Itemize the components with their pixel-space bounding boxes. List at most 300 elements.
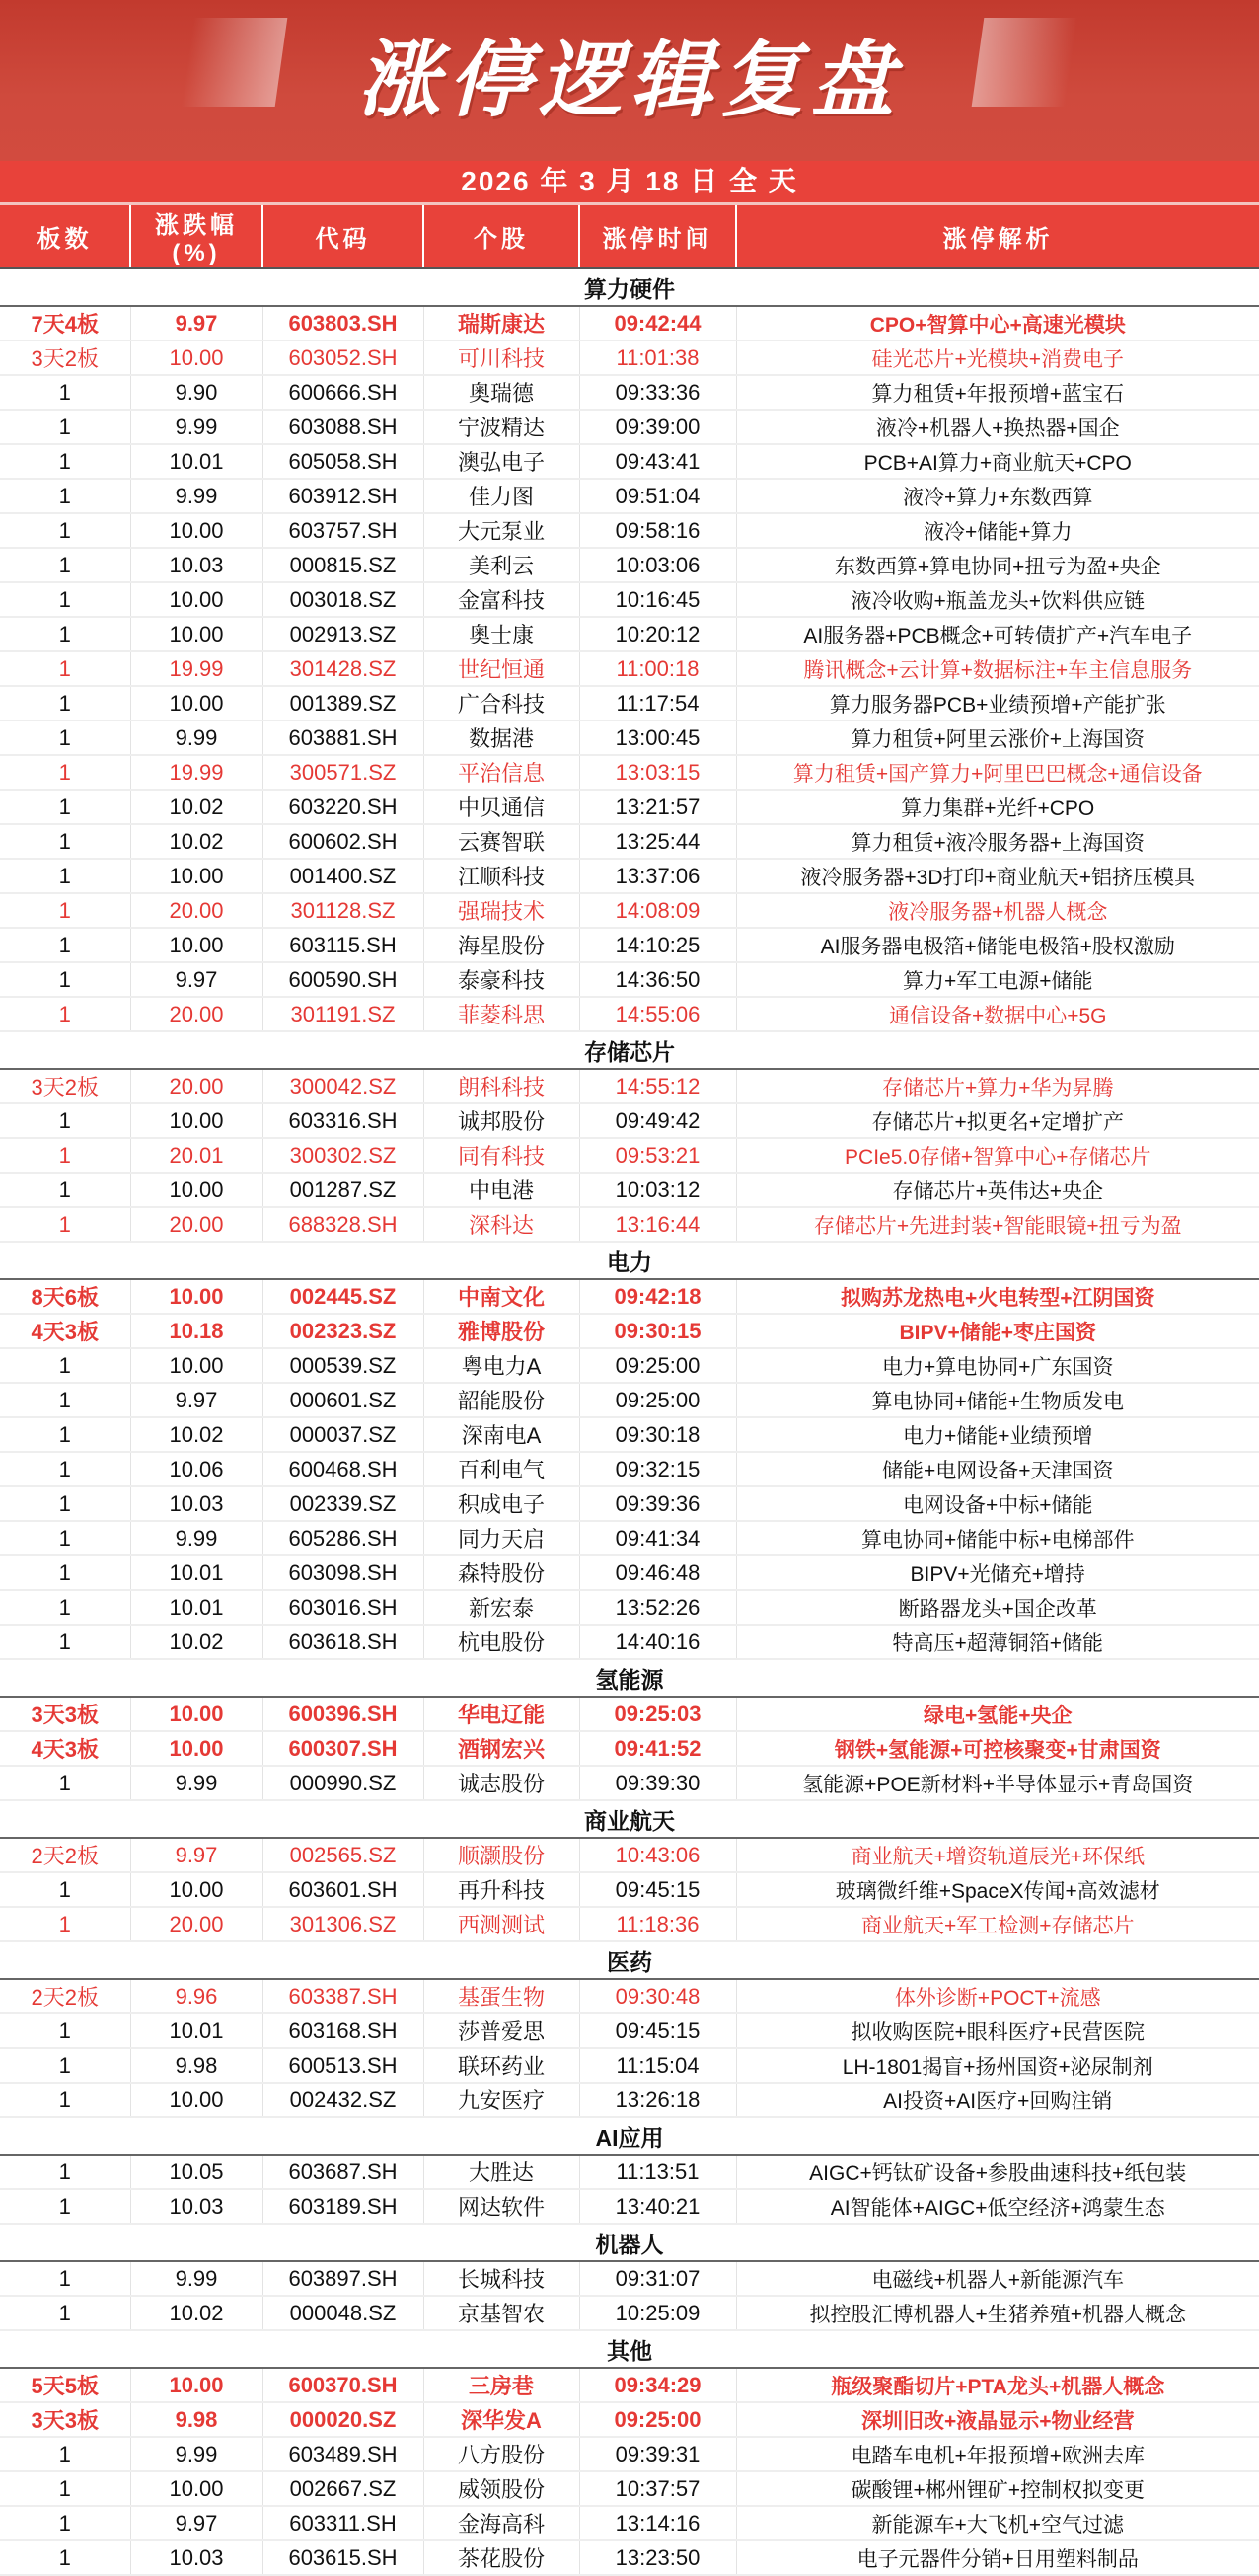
table-row	[0, 444, 1259, 479]
table-row	[0, 2402, 1259, 2437]
cell-change-pct: 9.99	[130, 1766, 262, 1800]
cell-boards: 3天2板	[0, 1069, 130, 1103]
table-row	[0, 375, 1259, 410]
cell-stock-name: 金富科技	[423, 582, 579, 617]
cell-stock-name: 粤电力A	[423, 1348, 579, 1383]
cell-stock-name: 诚邦股份	[423, 1103, 579, 1138]
cell-boards: 1	[0, 1348, 130, 1383]
cell-analysis: 电子元器件分销+日用塑料制品	[736, 2540, 1259, 2575]
section-header	[0, 2330, 1259, 2368]
cell-stock-name: 联环药业	[423, 2048, 579, 2083]
cell-boards: 1	[0, 1173, 130, 1207]
cell-code: 603601.SH	[262, 1872, 423, 1907]
table-row	[0, 962, 1259, 997]
table-row	[0, 1731, 1259, 1766]
cell-code: 600370.SH	[262, 2368, 423, 2402]
cell-analysis: 体外诊断+POCT+流感	[736, 1979, 1259, 2013]
cell-stock-name: 大元泵业	[423, 513, 579, 548]
cell-stock-name: 再升科技	[423, 1872, 579, 1907]
cell-limit-time: 10:25:09	[579, 2296, 736, 2330]
cell-limit-time: 09:33:36	[579, 375, 736, 410]
cell-stock-name: 泰豪科技	[423, 962, 579, 997]
table-row	[0, 997, 1259, 1031]
cell-limit-time: 14:08:09	[579, 893, 736, 928]
cell-code: 603189.SH	[262, 2189, 423, 2224]
cell-code: 605058.SH	[262, 444, 423, 479]
cell-stock-name: 杭电股份	[423, 1625, 579, 1659]
table-row	[0, 1590, 1259, 1625]
table-row	[0, 1872, 1259, 1907]
cell-boards: 1	[0, 1207, 130, 1242]
cell-limit-time: 13:52:26	[579, 1590, 736, 1625]
cell-analysis: AI智能体+AIGC+低空经济+鸿蒙生态	[736, 2189, 1259, 2224]
cell-stock-name: 云赛智联	[423, 824, 579, 859]
cell-limit-time: 10:16:45	[579, 582, 736, 617]
cell-limit-time: 10:37:57	[579, 2471, 736, 2506]
cell-limit-time: 09:42:18	[579, 1279, 736, 1314]
cell-change-pct: 20.00	[130, 893, 262, 928]
cell-analysis: 拟购苏龙热电+火电转型+江阴国资	[736, 1279, 1259, 1314]
cell-stock-name: 世纪恒通	[423, 651, 579, 686]
cell-limit-time: 09:41:34	[579, 1521, 736, 1555]
cell-boards: 1	[0, 790, 130, 824]
cell-boards: 8天6板	[0, 1279, 130, 1314]
cell-code: 600396.SH	[262, 1697, 423, 1731]
cell-code: 603311.SH	[262, 2506, 423, 2540]
cell-limit-time: 09:25:00	[579, 2402, 736, 2437]
cell-stock-name: 三房巷	[423, 2368, 579, 2402]
cell-limit-time: 13:03:15	[579, 755, 736, 790]
cell-boards: 1	[0, 2471, 130, 2506]
cell-change-pct: 10.02	[130, 1625, 262, 1659]
cell-code: 605286.SH	[262, 1521, 423, 1555]
cell-boards: 2天2板	[0, 1979, 130, 2013]
table-row	[0, 479, 1259, 513]
cell-code: 603489.SH	[262, 2437, 423, 2471]
cell-code: 002667.SZ	[262, 2471, 423, 2506]
cell-code: 001400.SZ	[262, 859, 423, 893]
cell-limit-time: 10:20:12	[579, 617, 736, 651]
cell-stock-name: 森特股份	[423, 1555, 579, 1590]
cell-analysis: 存储芯片+先进封装+智能眼镜+扭亏为盈	[736, 1207, 1259, 1242]
cell-change-pct: 10.00	[130, 1697, 262, 1731]
cell-limit-time: 11:13:51	[579, 2155, 736, 2189]
cell-analysis: 液冷收购+瓶盖龙头+饮料供应链	[736, 582, 1259, 617]
cell-analysis: 储能+电网设备+天津国资	[736, 1452, 1259, 1486]
cell-boards: 1	[0, 2083, 130, 2117]
cell-code: 000037.SZ	[262, 1417, 423, 1452]
cell-stock-name: 同有科技	[423, 1138, 579, 1173]
cell-change-pct: 9.98	[130, 2402, 262, 2437]
cell-stock-name: 可川科技	[423, 341, 579, 375]
cell-change-pct: 10.00	[130, 2083, 262, 2117]
cell-analysis: 算力集群+光纤+CPO	[736, 790, 1259, 824]
cell-analysis: 液冷服务器+机器人概念	[736, 893, 1259, 928]
cell-analysis: 拟控股汇博机器人+生猪养殖+机器人概念	[736, 2296, 1259, 2330]
cell-change-pct: 10.00	[130, 1872, 262, 1907]
cell-change-pct: 9.96	[130, 1979, 262, 2013]
table-row	[0, 1069, 1259, 1103]
table-row	[0, 2189, 1259, 2224]
cell-analysis: 通信设备+数据中心+5G	[736, 997, 1259, 1031]
cell-change-pct: 9.99	[130, 410, 262, 444]
table-row	[0, 651, 1259, 686]
table-row	[0, 790, 1259, 824]
cell-boards: 3天2板	[0, 341, 130, 375]
cell-stock-name: 深南电A	[423, 1417, 579, 1452]
cell-code: 600468.SH	[262, 1452, 423, 1486]
table-row	[0, 548, 1259, 582]
cell-limit-time: 11:01:38	[579, 341, 736, 375]
table-row	[0, 2540, 1259, 2575]
page-title: 涨停逻辑复盘	[356, 34, 902, 126]
cell-change-pct: 9.99	[130, 479, 262, 513]
cell-change-pct: 10.01	[130, 444, 262, 479]
cell-stock-name: 长城科技	[423, 2261, 579, 2296]
section-title: 其他	[0, 2330, 1259, 2368]
section-title: 医药	[0, 1941, 1259, 1979]
cell-boards: 3天3板	[0, 2402, 130, 2437]
section-header	[0, 1800, 1259, 1838]
cell-code: 603912.SH	[262, 479, 423, 513]
section-header	[0, 268, 1259, 306]
cell-analysis: 算力租赁+国产算力+阿里巴巴概念+通信设备	[736, 755, 1259, 790]
table-row	[0, 513, 1259, 548]
cell-code: 300302.SZ	[262, 1138, 423, 1173]
cell-boards: 1	[0, 893, 130, 928]
cell-analysis: 存储芯片+算力+华为昇腾	[736, 1069, 1259, 1103]
cell-limit-time: 10:43:06	[579, 1838, 736, 1872]
section-title: 算力硬件	[0, 268, 1259, 306]
cell-boards: 1	[0, 859, 130, 893]
table-row	[0, 2506, 1259, 2540]
cell-code: 000020.SZ	[262, 2402, 423, 2437]
cell-change-pct: 10.00	[130, 2368, 262, 2402]
cell-code: 603316.SH	[262, 1103, 423, 1138]
cell-change-pct: 10.02	[130, 824, 262, 859]
cell-stock-name: 瑞斯康达	[423, 306, 579, 341]
cell-boards: 2天2板	[0, 1838, 130, 1872]
table-row	[0, 617, 1259, 651]
cell-stock-name: 深华发A	[423, 2402, 579, 2437]
cell-boards: 1	[0, 1907, 130, 1941]
cell-limit-time: 11:18:36	[579, 1907, 736, 1941]
cell-limit-time: 09:49:42	[579, 1103, 736, 1138]
cell-limit-time: 09:25:00	[579, 1383, 736, 1417]
title-banner	[0, 0, 1259, 161]
cell-boards: 1	[0, 582, 130, 617]
cell-stock-name: 数据港	[423, 720, 579, 755]
cell-stock-name: 威领股份	[423, 2471, 579, 2506]
header-analysis: 涨停解析	[736, 205, 1259, 268]
cell-limit-time: 09:31:07	[579, 2261, 736, 2296]
cell-code: 603115.SH	[262, 928, 423, 962]
limit-up-table	[0, 205, 1259, 2576]
cell-limit-time: 13:37:06	[579, 859, 736, 893]
table-row	[0, 1452, 1259, 1486]
cell-stock-name: 新宏泰	[423, 1590, 579, 1625]
section-title: 氢能源	[0, 1659, 1259, 1697]
cell-analysis: 深圳旧改+液晶显示+物业经营	[736, 2402, 1259, 2437]
cell-limit-time: 13:16:44	[579, 1207, 736, 1242]
cell-boards: 1	[0, 962, 130, 997]
cell-boards: 1	[0, 1872, 130, 1907]
table-row	[0, 1207, 1259, 1242]
section-title: 电力	[0, 1242, 1259, 1279]
cell-change-pct: 10.00	[130, 582, 262, 617]
cell-code: 301128.SZ	[262, 893, 423, 928]
cell-change-pct: 9.98	[130, 2048, 262, 2083]
cell-code: 002565.SZ	[262, 1838, 423, 1872]
cell-limit-time: 13:21:57	[579, 790, 736, 824]
cell-boards: 4天3板	[0, 1731, 130, 1766]
table-row	[0, 2261, 1259, 2296]
table-row	[0, 2296, 1259, 2330]
cell-code: 603687.SH	[262, 2155, 423, 2189]
cell-stock-name: 百利电气	[423, 1452, 579, 1486]
cell-change-pct: 9.97	[130, 1383, 262, 1417]
table-row	[0, 2155, 1259, 2189]
cell-boards: 1	[0, 2540, 130, 2575]
cell-change-pct: 10.01	[130, 1590, 262, 1625]
cell-change-pct: 9.99	[130, 2261, 262, 2296]
cell-code: 603016.SH	[262, 1590, 423, 1625]
section-header	[0, 2224, 1259, 2261]
cell-analysis: BIPV+光储充+增持	[736, 1555, 1259, 1590]
cell-code: 603757.SH	[262, 513, 423, 548]
cell-analysis: 电网设备+中标+储能	[736, 1486, 1259, 1521]
cell-code: 301428.SZ	[262, 651, 423, 686]
section-header	[0, 2117, 1259, 2155]
cell-change-pct: 10.01	[130, 1555, 262, 1590]
cell-stock-name: 雅博股份	[423, 1314, 579, 1348]
cell-stock-name: 中南文化	[423, 1279, 579, 1314]
cell-stock-name: 佳力图	[423, 479, 579, 513]
cell-change-pct: 10.00	[130, 617, 262, 651]
table-row	[0, 1907, 1259, 1941]
cell-boards: 5天5板	[0, 2368, 130, 2402]
cell-analysis: 新能源车+大飞机+空气过滤	[736, 2506, 1259, 2540]
cell-limit-time: 14:36:50	[579, 962, 736, 997]
cell-boards: 1	[0, 651, 130, 686]
cell-stock-name: 酒钢宏兴	[423, 1731, 579, 1766]
cell-code: 603615.SH	[262, 2540, 423, 2575]
cell-code: 002339.SZ	[262, 1486, 423, 1521]
cell-analysis: AI服务器电极箔+储能电极箔+股权激励	[736, 928, 1259, 962]
cell-change-pct: 9.99	[130, 2437, 262, 2471]
cell-change-pct: 20.01	[130, 1138, 262, 1173]
cell-analysis: 腾讯概念+云计算+数据标注+车主信息服务	[736, 651, 1259, 686]
table-row	[0, 1138, 1259, 1173]
cell-analysis: AI服务器+PCB概念+可转债扩产+汽车电子	[736, 617, 1259, 651]
cell-limit-time: 09:45:15	[579, 1872, 736, 1907]
cell-stock-name: 西测测试	[423, 1907, 579, 1941]
cell-boards: 1	[0, 375, 130, 410]
cell-boards: 1	[0, 997, 130, 1031]
cell-stock-name: 奥瑞德	[423, 375, 579, 410]
cell-boards: 1	[0, 479, 130, 513]
cell-analysis: 玻璃微纤维+SpaceX传闻+高效滤材	[736, 1872, 1259, 1907]
cell-analysis: 碳酸锂+郴州锂矿+控制权拟变更	[736, 2471, 1259, 2506]
cell-analysis: 电力+算电协同+广东国资	[736, 1348, 1259, 1383]
cell-boards: 1	[0, 755, 130, 790]
cell-code: 000815.SZ	[262, 548, 423, 582]
cell-limit-time: 09:51:04	[579, 479, 736, 513]
cell-change-pct: 9.97	[130, 1838, 262, 1872]
cell-limit-time: 11:17:54	[579, 686, 736, 720]
cell-code: 001287.SZ	[262, 1173, 423, 1207]
cell-limit-time: 09:43:41	[579, 444, 736, 479]
table-row	[0, 2013, 1259, 2048]
cell-analysis: 液冷+机器人+换热器+国企	[736, 410, 1259, 444]
cell-limit-time: 13:26:18	[579, 2083, 736, 2117]
cell-limit-time: 10:03:12	[579, 1173, 736, 1207]
cell-change-pct: 10.00	[130, 1173, 262, 1207]
cell-stock-name: 海星股份	[423, 928, 579, 962]
cell-boards: 1	[0, 824, 130, 859]
cell-limit-time: 09:53:21	[579, 1138, 736, 1173]
section-header	[0, 1031, 1259, 1069]
cell-code: 002323.SZ	[262, 1314, 423, 1348]
table-row	[0, 859, 1259, 893]
date-bar: 2026 年 3 月 18 日 全 天	[0, 161, 1259, 205]
cell-boards: 1	[0, 2013, 130, 2048]
cell-change-pct: 9.99	[130, 720, 262, 755]
cell-limit-time: 11:15:04	[579, 2048, 736, 2083]
cell-stock-name: 奥士康	[423, 617, 579, 651]
cell-code: 688328.SH	[262, 1207, 423, 1242]
cell-limit-time: 09:25:03	[579, 1697, 736, 1731]
cell-limit-time: 14:40:16	[579, 1625, 736, 1659]
cell-stock-name: 菲菱科思	[423, 997, 579, 1031]
cell-change-pct: 10.00	[130, 928, 262, 962]
cell-code: 000048.SZ	[262, 2296, 423, 2330]
section-header	[0, 1941, 1259, 1979]
header-limit-time: 涨停时间	[579, 205, 736, 268]
cell-analysis: 存储芯片+英伟达+央企	[736, 1173, 1259, 1207]
cell-limit-time: 09:30:48	[579, 1979, 736, 2013]
cell-boards: 1	[0, 444, 130, 479]
cell-analysis: 瓶级聚酯切片+PTA龙头+机器人概念	[736, 2368, 1259, 2402]
cell-change-pct: 10.05	[130, 2155, 262, 2189]
cell-change-pct: 10.03	[130, 2189, 262, 2224]
cell-boards: 1	[0, 2506, 130, 2540]
cell-boards: 1	[0, 1555, 130, 1590]
cell-change-pct: 9.99	[130, 1521, 262, 1555]
cell-stock-name: 莎普爱思	[423, 2013, 579, 2048]
cell-code: 000601.SZ	[262, 1383, 423, 1417]
cell-boards: 1	[0, 1417, 130, 1452]
cell-analysis: 商业航天+增资轨道辰光+环保纸	[736, 1838, 1259, 1872]
cell-change-pct: 10.00	[130, 341, 262, 375]
cell-boards: 1	[0, 720, 130, 755]
cell-stock-name: 诚志股份	[423, 1766, 579, 1800]
cell-boards: 1	[0, 513, 130, 548]
header-code: 代码	[262, 205, 423, 268]
cell-limit-time: 14:10:25	[579, 928, 736, 962]
cell-stock-name: 基蛋生物	[423, 1979, 579, 2013]
cell-limit-time: 14:55:12	[579, 1069, 736, 1103]
cell-change-pct: 10.06	[130, 1452, 262, 1486]
cell-change-pct: 10.00	[130, 513, 262, 548]
cell-stock-name: 京基智农	[423, 2296, 579, 2330]
cell-analysis: 拟收购医院+眼科医疗+民营医院	[736, 2013, 1259, 2048]
cell-boards: 3天3板	[0, 1697, 130, 1731]
cell-code: 600513.SH	[262, 2048, 423, 2083]
cell-limit-time: 09:58:16	[579, 513, 736, 548]
cell-analysis: LH-1801揭盲+扬州国资+泌尿制剂	[736, 2048, 1259, 2083]
cell-stock-name: 韶能股份	[423, 1383, 579, 1417]
cell-code: 000539.SZ	[262, 1348, 423, 1383]
cell-change-pct: 19.99	[130, 755, 262, 790]
table-row	[0, 1521, 1259, 1555]
cell-analysis: 算力租赁+年报预增+蓝宝石	[736, 375, 1259, 410]
cell-stock-name: 金海高科	[423, 2506, 579, 2540]
cell-change-pct: 9.97	[130, 306, 262, 341]
cell-analysis: 特高压+超薄铜箔+储能	[736, 1625, 1259, 1659]
header-change-pct: 涨跌幅(%)	[130, 205, 262, 268]
header-boards: 板数	[0, 205, 130, 268]
cell-analysis: PCIe5.0存储+智算中心+存储芯片	[736, 1138, 1259, 1173]
cell-code: 002913.SZ	[262, 617, 423, 651]
cell-code: 001389.SZ	[262, 686, 423, 720]
cell-boards: 1	[0, 1103, 130, 1138]
cell-analysis: 断路器龙头+国企改革	[736, 1590, 1259, 1625]
cell-analysis: 电力+储能+业绩预增	[736, 1417, 1259, 1452]
table-row	[0, 1348, 1259, 1383]
cell-stock-name: 华电辽能	[423, 1697, 579, 1731]
cell-analysis: 算力+军工电源+储能	[736, 962, 1259, 997]
cell-limit-time: 10:03:06	[579, 548, 736, 582]
cell-code: 300571.SZ	[262, 755, 423, 790]
section-title: 商业航天	[0, 1800, 1259, 1838]
section-header	[0, 1659, 1259, 1697]
cell-stock-name: 八方股份	[423, 2437, 579, 2471]
cell-change-pct: 20.00	[130, 1907, 262, 1941]
table-row	[0, 2471, 1259, 2506]
cell-code: 603618.SH	[262, 1625, 423, 1659]
header-stock: 个股	[423, 205, 579, 268]
cell-code: 003018.SZ	[262, 582, 423, 617]
cell-analysis: 钢铁+氢能源+可控核聚变+甘肃国资	[736, 1731, 1259, 1766]
cell-change-pct: 10.00	[130, 1348, 262, 1383]
cell-code: 603897.SH	[262, 2261, 423, 2296]
cell-code: 603803.SH	[262, 306, 423, 341]
cell-boards: 1	[0, 410, 130, 444]
cell-limit-time: 09:39:36	[579, 1486, 736, 1521]
table-row	[0, 2083, 1259, 2117]
cell-analysis: 算力服务器PCB+业绩预增+产能扩张	[736, 686, 1259, 720]
cell-code: 600307.SH	[262, 1731, 423, 1766]
table-row	[0, 341, 1259, 375]
cell-boards: 1	[0, 2261, 130, 2296]
cell-analysis: 液冷服务器+3D打印+商业航天+铝挤压模具	[736, 859, 1259, 893]
cell-limit-time: 09:39:00	[579, 410, 736, 444]
cell-code: 002432.SZ	[262, 2083, 423, 2117]
cell-change-pct: 10.02	[130, 790, 262, 824]
cell-boards: 1	[0, 2048, 130, 2083]
cell-analysis: 绿电+氢能+央企	[736, 1697, 1259, 1731]
cell-boards: 1	[0, 2155, 130, 2189]
cell-limit-time: 13:14:16	[579, 2506, 736, 2540]
table-row	[0, 1103, 1259, 1138]
cell-stock-name: 强瑞技术	[423, 893, 579, 928]
cell-analysis: 氢能源+POE新材料+半导体显示+青岛国资	[736, 1766, 1259, 1800]
table-row	[0, 2368, 1259, 2402]
cell-stock-name: 江顺科技	[423, 859, 579, 893]
cell-limit-time: 13:23:50	[579, 2540, 736, 2575]
cell-code: 603052.SH	[262, 341, 423, 375]
